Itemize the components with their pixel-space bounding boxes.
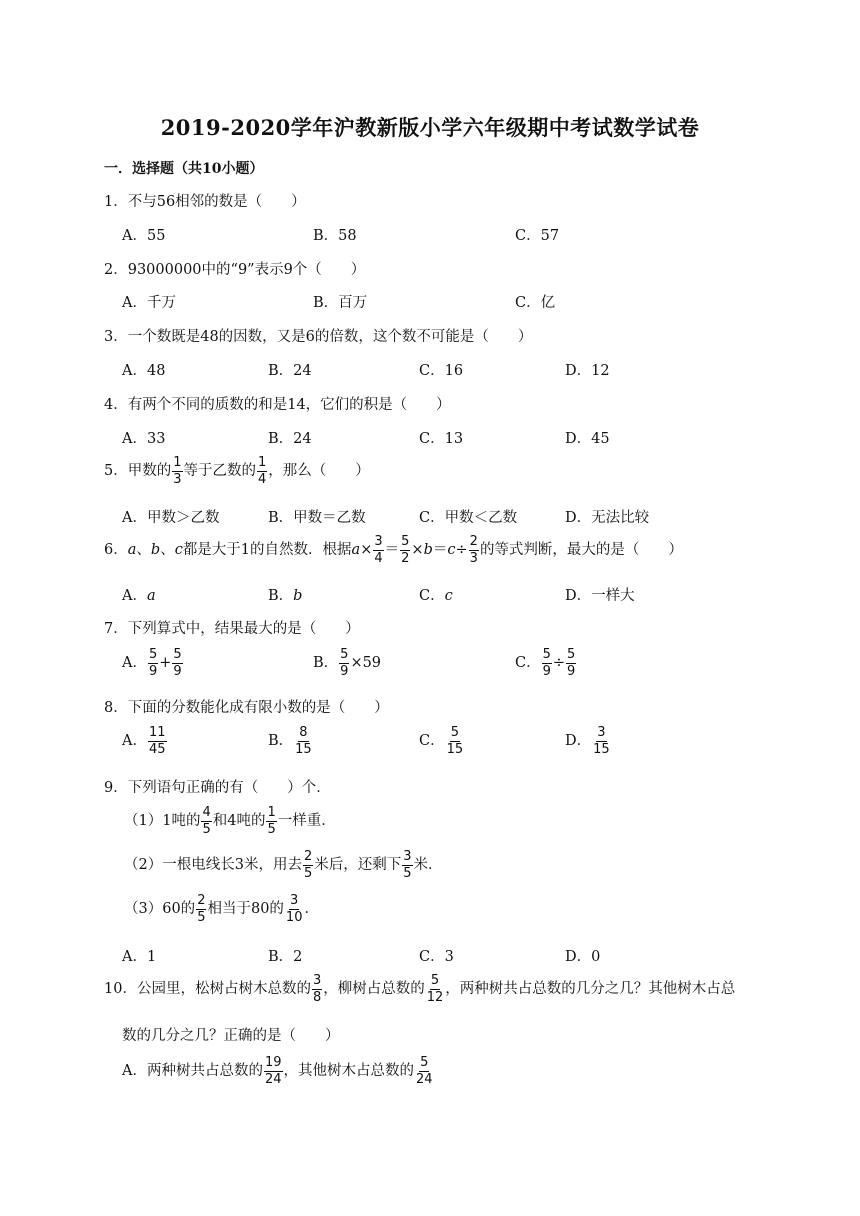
numerator: 19 (264, 1055, 282, 1070)
q9-option-a[interactable]: A．1 (122, 949, 157, 965)
q8-option-c[interactable] (419, 726, 465, 756)
q3-option-d[interactable]: D．12 (565, 363, 610, 379)
text: 米后，还剩下 (314, 857, 402, 874)
option-label: D． (565, 733, 592, 750)
denominator: 5 (202, 821, 211, 837)
denominator: 2 (401, 550, 410, 566)
var-c: c (174, 542, 183, 559)
q6-option-c[interactable] (419, 584, 453, 605)
denominator: 10 (285, 909, 303, 925)
q7-option-a[interactable] (122, 648, 184, 678)
q6-num: 6． (104, 542, 128, 559)
q2-option-c[interactable]: C．亿 (515, 295, 556, 311)
q5-option-a[interactable]: A．甲数＞乙数 (122, 510, 220, 526)
q6-sep-1: 、 (136, 542, 151, 559)
denominator: 5 (303, 865, 313, 881)
denominator: 9 (173, 663, 182, 679)
denominator: 4 (374, 550, 383, 566)
numerator: 1 (173, 455, 182, 470)
q7-option-b[interactable] (313, 648, 381, 678)
q1-option-a[interactable]: A．55 (122, 228, 166, 244)
text: 一样重． (277, 813, 336, 830)
q8-option-d[interactable] (565, 726, 612, 756)
fraction (264, 1056, 283, 1086)
fraction (148, 648, 158, 678)
numerator: 5 (542, 647, 551, 662)
times-sign: × (360, 542, 373, 559)
denominator: 9 (542, 663, 551, 679)
var-a: a (351, 542, 361, 559)
numerator: 3 (403, 849, 412, 864)
page-title: 2019-2020学年沪教新版小学六年级期中考试数学试卷 (160, 115, 700, 140)
numerator: 5 (401, 534, 410, 549)
denominator: 8 (312, 989, 322, 1005)
q6-text-1: 都是大于1的自然数．根据 (182, 542, 352, 559)
q6-option-b[interactable] (268, 584, 302, 605)
fraction (148, 726, 167, 756)
q6-sep-2: 、 (160, 542, 175, 559)
q10-option-a[interactable] (122, 1056, 435, 1086)
denominator: 9 (567, 663, 576, 679)
text: （1）1吨的 (124, 813, 201, 830)
q9-option-b[interactable]: B．2 (268, 949, 303, 965)
text: ． (304, 901, 319, 918)
numerator: 5 (173, 647, 182, 662)
option-value: a (146, 588, 156, 604)
numerator: 3 (312, 973, 322, 988)
times-sign: × (411, 542, 424, 559)
option-label: B． (268, 588, 294, 604)
var-b: b (423, 542, 433, 559)
denominator: 15 (295, 741, 312, 757)
q1-option-c[interactable]: C．57 (515, 228, 560, 244)
equals-sign: ＝ (432, 542, 448, 559)
q9-statement-1 (124, 806, 336, 836)
text: A．两种树共占总数的 (122, 1063, 263, 1080)
fraction (196, 894, 206, 924)
option-label: A． (122, 588, 147, 604)
question-2: 2．93000000中的“9”表示9个（ ） (104, 262, 366, 278)
q1-option-b[interactable]: B．58 (313, 228, 357, 244)
denominator: 5 (267, 821, 276, 837)
q4-option-b[interactable]: B．24 (268, 431, 312, 447)
fraction (172, 648, 182, 678)
question-4: 4．有两个不同的质数的和是14，它们的积是（ ） (104, 397, 451, 413)
numerator: 8 (299, 725, 308, 740)
question-3: 3．一个数既是48的因数，又是6的倍数，这个数不可能是（ ） (104, 329, 533, 345)
fraction (294, 726, 313, 756)
operator: ÷ (552, 655, 566, 672)
fraction (201, 806, 211, 836)
fraction (592, 726, 611, 756)
text: ，其他树木占总数的 (283, 1063, 415, 1080)
denominator: 9 (148, 663, 158, 679)
option-label: C． (419, 733, 445, 750)
q3-option-a[interactable]: A．48 (122, 363, 166, 379)
denominator: 5 (403, 865, 412, 881)
section-heading: 一．选择题（共10小题） (104, 161, 264, 177)
numerator: 5 (450, 725, 460, 740)
numerator: 2 (197, 893, 206, 908)
numerator: 3 (290, 893, 299, 908)
option-label: A． (122, 655, 147, 672)
fraction (446, 726, 465, 756)
numerator: 5 (340, 647, 349, 662)
question-8: 8．下面的分数能化成有限小数的是（ ） (104, 700, 389, 716)
q3-option-b[interactable]: B．24 (268, 363, 312, 379)
q4-option-c[interactable]: C．13 (419, 431, 464, 447)
question-7: 7．下列算式中，结果最大的是（ ） (104, 621, 360, 637)
text: 相当于80的 (207, 901, 284, 918)
denominator: 9 (340, 663, 349, 679)
var-c: c (447, 542, 456, 559)
text: ，柳树占总数的 (323, 981, 425, 998)
q4-option-d[interactable]: D．45 (565, 431, 610, 447)
q7-option-c[interactable] (515, 648, 577, 678)
option-value: b (293, 588, 303, 604)
text: （3）60的 (124, 901, 196, 918)
q5-text-1: 5．甲数的 (104, 463, 172, 480)
question-9: 9．下列语句正确的有（ ）个． (104, 780, 331, 796)
denominator: 24 (264, 1071, 282, 1087)
q6-fraction-2 (400, 535, 410, 565)
fraction (426, 974, 445, 1004)
q6-fraction-3 (469, 535, 479, 565)
text: （2）一根电线长3米，用去 (124, 857, 302, 874)
numerator: 1 (258, 455, 267, 470)
q5-option-b[interactable]: B．甲数＝乙数 (268, 510, 366, 526)
q6-option-d[interactable]: D．一样大 (565, 588, 635, 604)
question-6 (104, 535, 683, 565)
fraction (339, 648, 349, 678)
question-5 (104, 456, 370, 486)
numerator: 2 (469, 534, 478, 549)
fraction (415, 1056, 434, 1086)
option-label: C． (419, 588, 445, 604)
denominator: 12 (426, 989, 444, 1005)
q5-text-2: 等于乙数的 (183, 463, 257, 480)
option-label: B． (268, 733, 294, 750)
numerator: 5 (148, 647, 158, 662)
q6-text-2: 的等式判断，最大的是（ ） (479, 542, 683, 559)
q9-statement-3 (124, 894, 319, 924)
text: 米． (413, 857, 443, 874)
fraction (312, 974, 322, 1004)
denominator: 45 (148, 741, 166, 757)
q9-statement-2 (124, 850, 443, 880)
fraction (285, 894, 304, 924)
option-label: A． (122, 733, 147, 750)
text: ，两种树共占总数的几分之几？其他树木占总 (445, 981, 736, 998)
question-1: 1．不与56相邻的数是（ ） (104, 194, 306, 210)
denominator: 15 (593, 741, 610, 757)
denominator: 15 (446, 741, 464, 757)
text: 和4吨的 (212, 813, 266, 830)
numerator: 1 (267, 805, 276, 820)
fraction (542, 648, 552, 678)
option-value: c (444, 588, 453, 604)
fraction (402, 850, 412, 880)
denominator: 4 (258, 471, 267, 487)
text: 10．公园里，松树占树木总数的 (104, 981, 311, 998)
divide-sign: ÷ (455, 542, 468, 559)
q9-option-c[interactable]: C．3 (419, 949, 454, 965)
q5-fraction-1 (172, 456, 182, 486)
numerator: 3 (374, 534, 383, 549)
q8-option-a[interactable] (122, 726, 168, 756)
denominator: 3 (469, 550, 478, 566)
denominator: 24 (416, 1071, 433, 1087)
q4-option-a[interactable]: A．33 (122, 431, 166, 447)
q5-option-c[interactable]: C．甲数＜乙数 (419, 510, 518, 526)
q5-fraction-2 (257, 456, 267, 486)
numerator: 4 (202, 805, 211, 820)
var-a: a (127, 542, 137, 559)
denominator: 3 (173, 471, 182, 487)
operator: ×59 (350, 655, 382, 672)
q5-option-d[interactable]: D．无法比较 (565, 510, 650, 526)
denominator: 5 (197, 909, 206, 925)
q6-option-a[interactable] (122, 584, 156, 605)
numerator: 2 (303, 849, 313, 864)
numerator: 11 (148, 725, 166, 740)
question-10 (104, 974, 735, 1004)
q5-text-3: ，那么（ ） (268, 463, 370, 480)
question-10-line-2: 数的几分之几？正确的是（ ） (122, 1028, 340, 1044)
q3-option-c[interactable]: C．16 (419, 363, 464, 379)
q2-option-b[interactable]: B．百万 (313, 295, 368, 311)
fraction (266, 806, 276, 836)
var-b: b (150, 542, 161, 559)
numerator: 5 (420, 1055, 429, 1070)
numerator: 3 (597, 725, 606, 740)
q6-fraction-1 (373, 535, 383, 565)
numerator: 5 (430, 973, 440, 988)
option-label: C． (515, 655, 541, 672)
operator: + (159, 655, 172, 672)
equals-sign: ＝ (384, 542, 400, 559)
numerator: 5 (567, 647, 576, 662)
fraction (566, 648, 576, 678)
fraction (303, 850, 313, 880)
q8-option-b[interactable] (268, 726, 314, 756)
option-label: B． (313, 655, 339, 672)
q9-option-d[interactable]: D．0 (565, 949, 601, 965)
q2-option-a[interactable]: A．千万 (122, 295, 176, 311)
